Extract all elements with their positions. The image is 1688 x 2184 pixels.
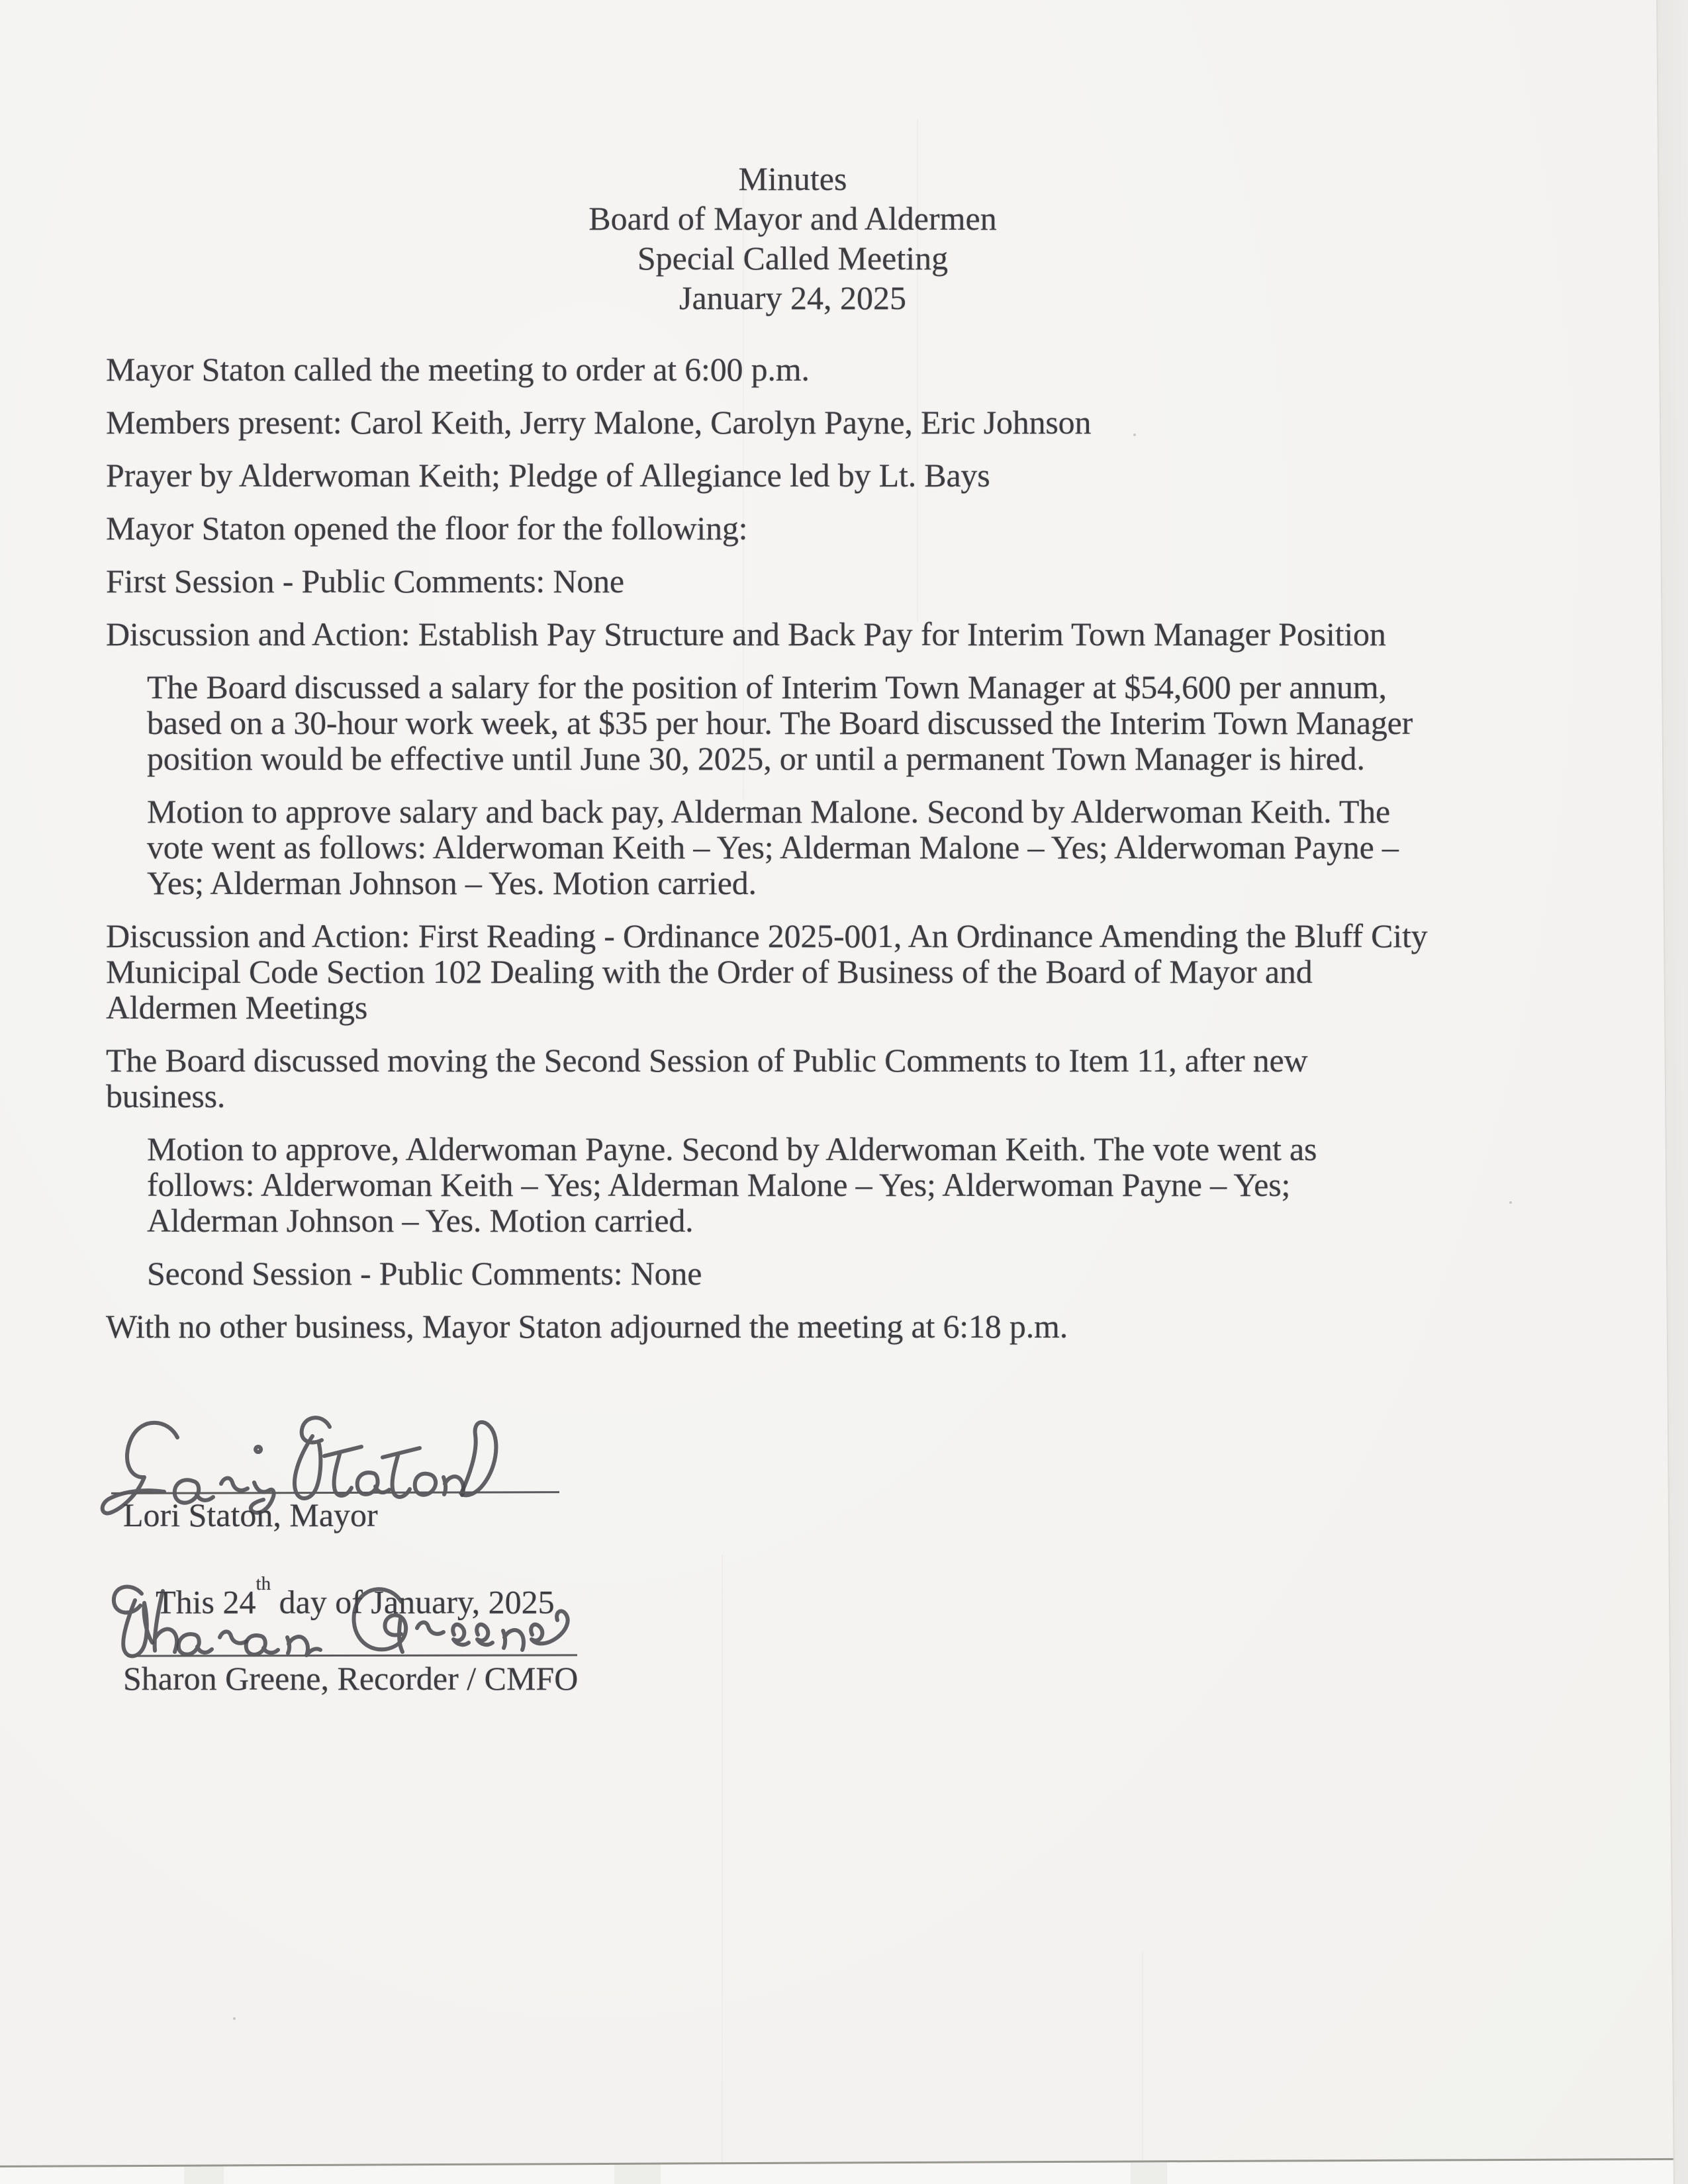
paragraph-opened-floor [106,510,1483,546]
scanner-band [614,2165,661,2184]
title-line-minutes: Minutes [738,160,847,197]
paper-speck [233,2017,236,2020]
paragraph-line: The Board discussed a salary for the position of Interim Town Manager at $54,600 per annum, [147,668,1387,705]
title-line-date: January 24, 2025 [679,279,906,316]
paragraph-line: Members present: Carol Keith, Jerry Malone, Carolyn Payne, Eric Johnson [106,404,1092,441]
paragraph-line: With no other business, Mayor Staton adjourned the meeting at 6:18 p.m. [106,1308,1068,1345]
paper-speck [1509,1201,1512,1204]
paper-right-edge [1656,0,1688,2184]
paragraph-line: Discussion and Action: Establish Pay Structure and Back Pay for Interim Town Manager Position [106,615,1386,653]
scanner-streak [917,119,918,622]
paragraph-first-session [106,563,1483,599]
paragraph-line: Motion to approve salary and back pay, Alderman Malone. Second by Alderwoman Keith. The [147,793,1390,830]
recorder-signature-line [127,1654,577,1657]
scanner-streak [722,1555,723,2164]
scanner-band [184,2166,224,2184]
paragraph-line: Second Session - Public Comments: None [147,1255,702,1292]
paragraph-members-present [106,404,1483,440]
paragraph-discussion-ordinance [106,918,1483,1025]
paragraph-line: First Session - Public Comments: None [106,563,624,600]
paragraph-motion-ordinance-vote [106,1131,1483,1238]
paragraph-moving-second-session [106,1042,1483,1114]
paragraph-line: Aldermen Meetings [106,989,368,1026]
paper-speck [1133,433,1136,436]
paragraph-line: Discussion and Action: First Reading - Ordinance 2025-001, An Ordinance Amending the Bluff City [106,917,1428,954]
paragraph-line: follows: Alderwoman Keith – Yes; Alderman Malone – Yes; Alderwoman Payne – Yes; [147,1166,1291,1203]
document-body [106,351,1483,1361]
title-line-board: Board of Mayor and Aldermen [588,200,997,237]
paragraph-call-to-order [106,351,1483,387]
paragraph-line: Mayor Staton opened the floor for the following: [106,510,748,547]
title-line-meeting-type: Special Called Meeting [637,240,949,277]
paragraph-line: The Board discussed moving the Second Session of Public Comments to Item 11, after new [106,1042,1308,1079]
paragraph-line: Yes; Alderman Johnson – Yes. Motion carried. [147,864,757,901]
paragraph-prayer-pledge [106,457,1483,493]
date-ordinal-superscript: th [256,1573,271,1594]
paragraph-discussion-pay-structure [106,616,1483,652]
paragraph-line: position would be effective until June 30, 2025, or until a permanent Town Manager is hired. [147,740,1365,777]
date-attestation-prefix: This 24 [156,1583,256,1621]
paragraph-line: Prayer by Alderwoman Keith; Pledge of Allegiance led by Lt. Bays [106,457,990,494]
paragraph-motion-salary-vote [106,794,1483,901]
scanner-band [1131,2162,1167,2184]
paragraph-line: based on a 30-hour work week, at $35 per hour. The Board discussed the Interim Town Manager [147,704,1413,741]
mayor-printed-name: Lori Staton, Mayor [123,1496,378,1533]
paper-bottom-edge [0,2158,1688,2184]
paragraph-line: Mayor Staton called the meeting to order at 6:00 p.m. [106,351,810,388]
scanner-streak [743,172,744,801]
date-attestation [123,1542,555,1656]
paragraph-second-session [106,1255,1483,1291]
paragraph-line: Alderman Johnson – Yes. Motion carried. [147,1202,694,1239]
paragraph-adjournment [106,1308,1483,1344]
paragraph-line: business. [106,1077,226,1115]
paragraph-line: Motion to approve, Alderwoman Payne. Second by Alderwoman Keith. The vote went as [147,1130,1317,1167]
scanner-streak [1142,1952,1143,2164]
paragraph-salary-details [106,669,1483,776]
mayor-signature-line [111,1491,559,1494]
paragraph-line: vote went as follows: Alderwoman Keith – Yes; Alderman Malone – Yes; Alderwoman Payne – [147,829,1399,866]
paragraph-line: Municipal Code Section 102 Dealing with the Order of Business of the Board of Mayor and [106,953,1313,990]
date-attestation-suffix: day of January, 2025 [271,1583,555,1621]
document-title [106,159,1479,318]
recorder-printed-name: Sharon Greene, Recorder / CMFO [123,1660,579,1697]
